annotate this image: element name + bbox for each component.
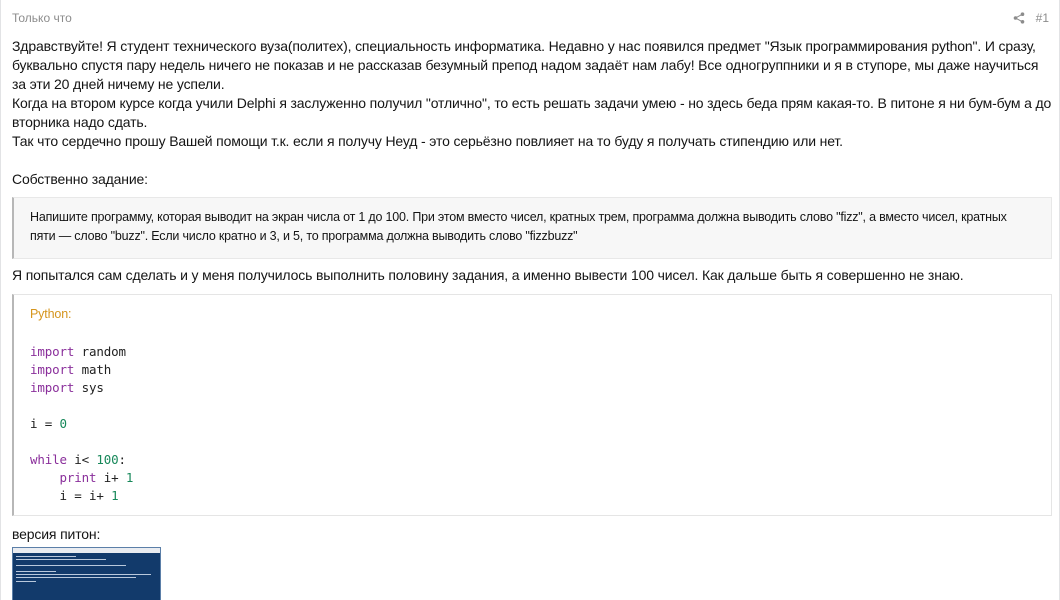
intro-paragraph: Здравствуйте! Я студент технического вуза(политех), специальность информатика. Недавно у нас появился предмет "Язык программирования python". И сразу, буквально спустя пару недель ничего не показав и не рассказав безумный препод надом задаёт нам лабу! Все одногруппники и я в ступоре, мы даже научиться за эти 20 дней ничему не успели.	[12, 38, 1039, 92]
code-keyword: import	[30, 380, 75, 395]
code-content	[30, 343, 1035, 505]
code-token: i+	[96, 470, 126, 485]
code-line	[30, 488, 119, 503]
request-paragraph: Так что сердечно прошу Вашей помощи т.к. если я получу Неуд - это серьёзно повлияет на то буду я получать стипендию или нет.	[12, 133, 843, 149]
share-icon[interactable]	[1013, 12, 1025, 24]
code-line	[30, 416, 67, 431]
code-line	[30, 452, 126, 467]
code-number: 1	[111, 488, 119, 503]
code-block	[12, 294, 1052, 516]
thumbnail-text-line	[16, 556, 76, 557]
delphi-paragraph: Когда на втором курсе когда учили Delphi я заслуженно получил "отлично", то есть решать задачи умею - но здесь беда прям какая-то. В питоне я ни бум-бум а до вторника надо сдать.	[12, 95, 1052, 130]
code-number: 100	[96, 452, 119, 467]
code-keyword: print	[59, 470, 97, 485]
code-keyword: import	[30, 362, 75, 377]
code-token: i =	[30, 416, 60, 431]
code-keyword: import	[30, 344, 75, 359]
thumbnail-titlebar	[13, 548, 160, 553]
thumbnail-text-line	[16, 565, 126, 566]
code-token: i<	[66, 452, 97, 467]
post-body	[12, 37, 1052, 600]
thumbnail-text-line	[16, 574, 151, 575]
code-language-label: Python:	[30, 307, 72, 321]
code-token: sys	[74, 380, 104, 395]
spacer	[12, 151, 1052, 170]
thumbnail-text-line	[16, 559, 106, 560]
code-token: :	[118, 452, 126, 467]
attempt-paragraph: Я попытался сам сделать и у меня получилось выполнить половину задания, а именно вывести 100 чисел. Как дальше быть я совершенно не знаю.	[12, 267, 964, 283]
code-number: 1	[125, 470, 134, 485]
thumbnail-text-line	[16, 581, 36, 582]
task-quote	[12, 197, 1052, 259]
version-label: версия питон:	[12, 526, 101, 542]
post-number-link[interactable]: #1	[1035, 11, 1049, 25]
post-timestamp[interactable]: Только что	[12, 11, 72, 25]
console-screenshot-thumbnail[interactable]	[12, 547, 161, 600]
code-keyword: while	[30, 452, 67, 467]
task-quote-text: Напишите программу, которая выводит на экран числа от 1 до 100. При этом вместо чисел, кратных трем, программа должна выводить слово "fizz", а вместо чисел, кратных пяти — слово "buzz". Если число кратно и 3, и 5, то программа должна выводить слово "fizzbuzz"	[30, 210, 1007, 243]
code-line	[30, 380, 104, 395]
code-token: random	[74, 344, 126, 359]
post-header	[12, 11, 1049, 27]
code-token: math	[74, 362, 112, 377]
thumbnail-text-line	[16, 577, 136, 578]
code-line	[30, 344, 126, 359]
task-heading: Собственно задание:	[12, 171, 148, 187]
code-number: 0	[59, 416, 67, 431]
thumbnail-text-line	[16, 571, 56, 572]
code-token: i = i+	[30, 488, 112, 503]
code-line	[30, 470, 133, 485]
code-line	[30, 362, 111, 377]
code-token	[30, 470, 60, 485]
